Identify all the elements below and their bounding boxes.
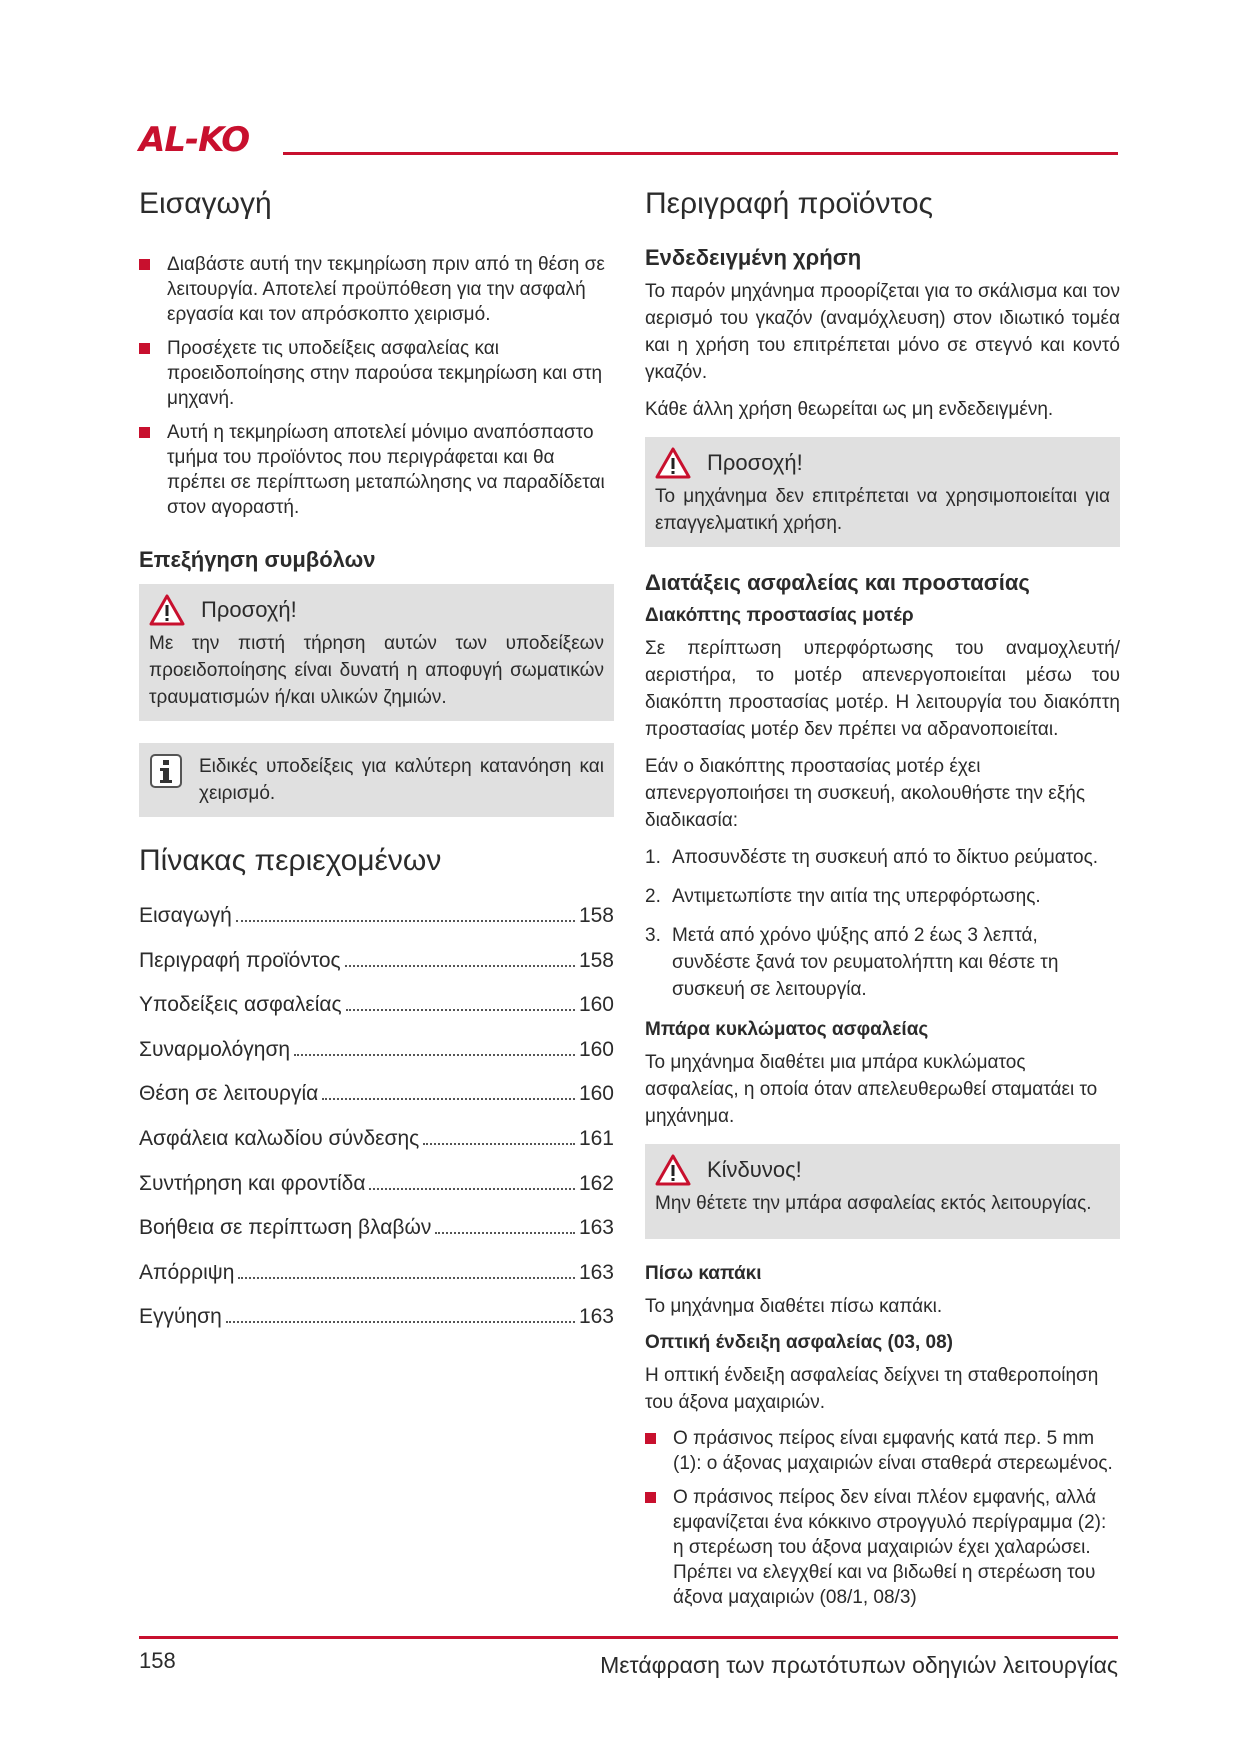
- toc-entry[interactable]: Εισαγωγή 158: [139, 904, 614, 927]
- motor-protection-procedure: Εάν ο διακόπτης προστασίας μοτέρ έχει απενεργοποιήσει τη συσκευή, ακολουθήστε την εξής διαδικασία:: [645, 756, 1086, 831]
- intro-list: [139, 252, 614, 520]
- safety-bar-text: Το μηχάνημα διαθέτει μια μπάρα κυκλώματος ασφαλείας, η οποία όταν απελευθερωθεί σταματάει το μηχάνημα.: [645, 1052, 1098, 1127]
- intro-heading: Εισαγωγή: [139, 187, 272, 220]
- warning-text: Με την πιστή τήρηση αυτών των υποδείξεων προειδοποίησης είναι δυνατή η αποφυγή σωματικών τραυματισμών ή/και υλικών ζημιών.: [149, 633, 604, 708]
- motor-protection-text: Σε περίπτωση υπερφόρτωσης του αναμοχλευτή/αεριστήρα, το μοτέρ απενεργοποιείται μέσω του διακόπτη προστασίας μοτέρ. Η λειτουργία του διακόπτη προστασίας μοτέρ δεν πρέπει να αδρανοποιείται.: [645, 638, 1120, 740]
- product-description-heading: Περιγραφή προϊόντος: [645, 187, 934, 220]
- danger-title: Κίνδυνος!: [707, 1157, 802, 1182]
- danger-text: Μην θέτετε την μπάρα ασφαλείας εκτός λειτουργίας.: [655, 1193, 1092, 1214]
- list-item: 1. Αποσυνδέστε τη συσκευή από το δίκτυο ρεύματος.: [645, 847, 1099, 868]
- danger-triangle-icon: [655, 1154, 691, 1186]
- toc-entry[interactable]: Θέση σε λειτουργία 160: [139, 1082, 614, 1106]
- motor-protection-heading: Διακόπτης προστασίας μοτέρ: [645, 605, 914, 626]
- toc-entry[interactable]: Υποδείξεις ασφαλείας 160: [139, 993, 614, 1017]
- warning-title: Προσοχή!: [707, 450, 803, 475]
- list-item: Ο πράσινος πείρος είναι εμφανής κατά περ. 5 mm (1): ο άξονας μαχαιριών είναι σταθερά στερεωμένος.: [645, 1426, 1120, 1476]
- toc-entry[interactable]: Βοήθεια σε περίπτωση βλαβών 163: [139, 1216, 614, 1240]
- symbols-heading: Επεξήγηση συμβόλων: [139, 547, 376, 572]
- safety-devices-heading: Διατάξεις ασφαλείας και προστασίας: [645, 570, 1030, 595]
- intended-use-note: Κάθε άλλη χρήση θεωρείται ως μη ενδεδειγμένη.: [645, 399, 1054, 420]
- right-column: [645, 186, 1120, 1619]
- toc-entry[interactable]: Εγγύηση 163: [139, 1305, 614, 1329]
- list-item: 2. Αντιμετωπίστε την αιτία της υπερφόρτωσης.: [645, 886, 1041, 907]
- left-column: [139, 186, 614, 1347]
- procedure-steps: [645, 844, 1120, 1003]
- square-bullet-icon: [139, 343, 150, 354]
- square-bullet-icon: [645, 1433, 656, 1444]
- safety-bar-heading: Μπάρα κυκλώματος ασφαλείας: [645, 1019, 929, 1040]
- intended-use-text: Το παρόν μηχάνημα προορίζεται για το σκάλισμα και τον αερισμό του γκαζόν (αναμόχλευση) στον ιδιωτικό τομέα και η χρήση του επιτρέπεται μόνο σε στεγνό και κοντό γκαζόν.: [645, 281, 1120, 383]
- toc-entry[interactable]: Απόρριψη 163: [139, 1260, 614, 1284]
- toc-entry[interactable]: Ασφάλεια καλωδίου σύνδεσης 161: [139, 1126, 614, 1150]
- toc-entry[interactable]: Περιγραφή προϊόντος 158: [139, 948, 614, 972]
- toc-entry[interactable]: Συναρμολόγηση 160: [139, 1037, 614, 1061]
- square-bullet-icon: [139, 427, 150, 438]
- info-icon: [149, 753, 183, 789]
- alko-logo: AL-KO: [139, 120, 250, 160]
- square-bullet-icon: [139, 259, 150, 270]
- list-item: Αυτή η τεκμηρίωση αποτελεί μόνιμο αναπόσπαστο τμήμα του προϊόντος που περιγράφεται και θα πρέπει σε περίπτωση μεταπώλησης να παραδίδεται στον αγοραστή.: [139, 420, 614, 520]
- list-item: Ο πράσινος πείρος δεν είναι πλέον εμφανής, αλλά εμφανίζεται ένα κόκκινο στρογγυλό περίγραμμα (2): η στερέωση του άξονα μαχαιριών έχει χαλαρώσει. Πρέπει να ελεγχθεί και να βιδωθεί η στερέωση του άξονα μαχαιριών (08/1, 08/3): [645, 1485, 1120, 1610]
- toc-heading: Πίνακας περιεχομένων: [139, 844, 442, 877]
- warning-triangle-icon: [149, 594, 185, 626]
- info-text: Ειδικές υποδείξεις για καλύτερη κατανόηση και χειρισμό.: [199, 756, 604, 804]
- footer-rule: [139, 1636, 1118, 1639]
- warning-title: Προσοχή!: [201, 597, 297, 622]
- list-item: Προσέχετε τις υποδείξεις ασφαλείας και προειδοποίησης στην παρούσα τεκμηρίωση και στη μηχανή.: [139, 336, 614, 411]
- list-item: Διαβάστε αυτή την τεκμηρίωση πριν από τη θέση σε λειτουργία. Αποτελεί προϋπόθεση για την ασφαλή εργασία και τον απρόσκοπτο χειρισμό.: [139, 252, 614, 327]
- danger-callout: [645, 1144, 1120, 1239]
- header-rule: [283, 152, 1118, 155]
- table-of-contents: [139, 901, 614, 1347]
- warning-callout: [139, 584, 614, 721]
- visual-indicator-heading: Οπτική ένδειξη ασφαλείας (03, 08): [645, 1332, 953, 1353]
- square-bullet-icon: [645, 1492, 656, 1503]
- indicator-list: [645, 1426, 1120, 1610]
- warning-callout: [645, 437, 1120, 547]
- intended-use-heading: Ενδεδειγμένη χρήση: [645, 245, 862, 270]
- rear-cover-heading: Πίσω καπάκι: [645, 1263, 762, 1284]
- page-number: 158: [139, 1648, 176, 1673]
- info-callout: [139, 743, 614, 817]
- toc-entry[interactable]: Συντήρηση και φροντίδα 162: [139, 1171, 614, 1195]
- warning-text: Το μηχάνημα δεν επιτρέπεται να χρησιμοποιείται για επαγγελματική χρήση.: [655, 486, 1110, 534]
- visual-indicator-text: Η οπτική ένδειξη ασφαλείας δείχνει τη σταθεροποίηση του άξονα μαχαιριών.: [645, 1365, 1099, 1413]
- warning-triangle-icon: [655, 447, 691, 479]
- list-item: 3. Μετά από χρόνο ψύξης από 2 έως 3 λεπτά, συνδέστε ξανά τον ρευματολήπτη και θέστε τη συσκευή σε λειτουργία.: [645, 925, 1059, 1000]
- footer-text: Μετάφραση των πρωτότυπων οδηγιών λειτουργίας: [600, 1652, 1118, 1678]
- rear-cover-text: Το μηχάνημα διαθέτει πίσω καπάκι.: [645, 1296, 943, 1317]
